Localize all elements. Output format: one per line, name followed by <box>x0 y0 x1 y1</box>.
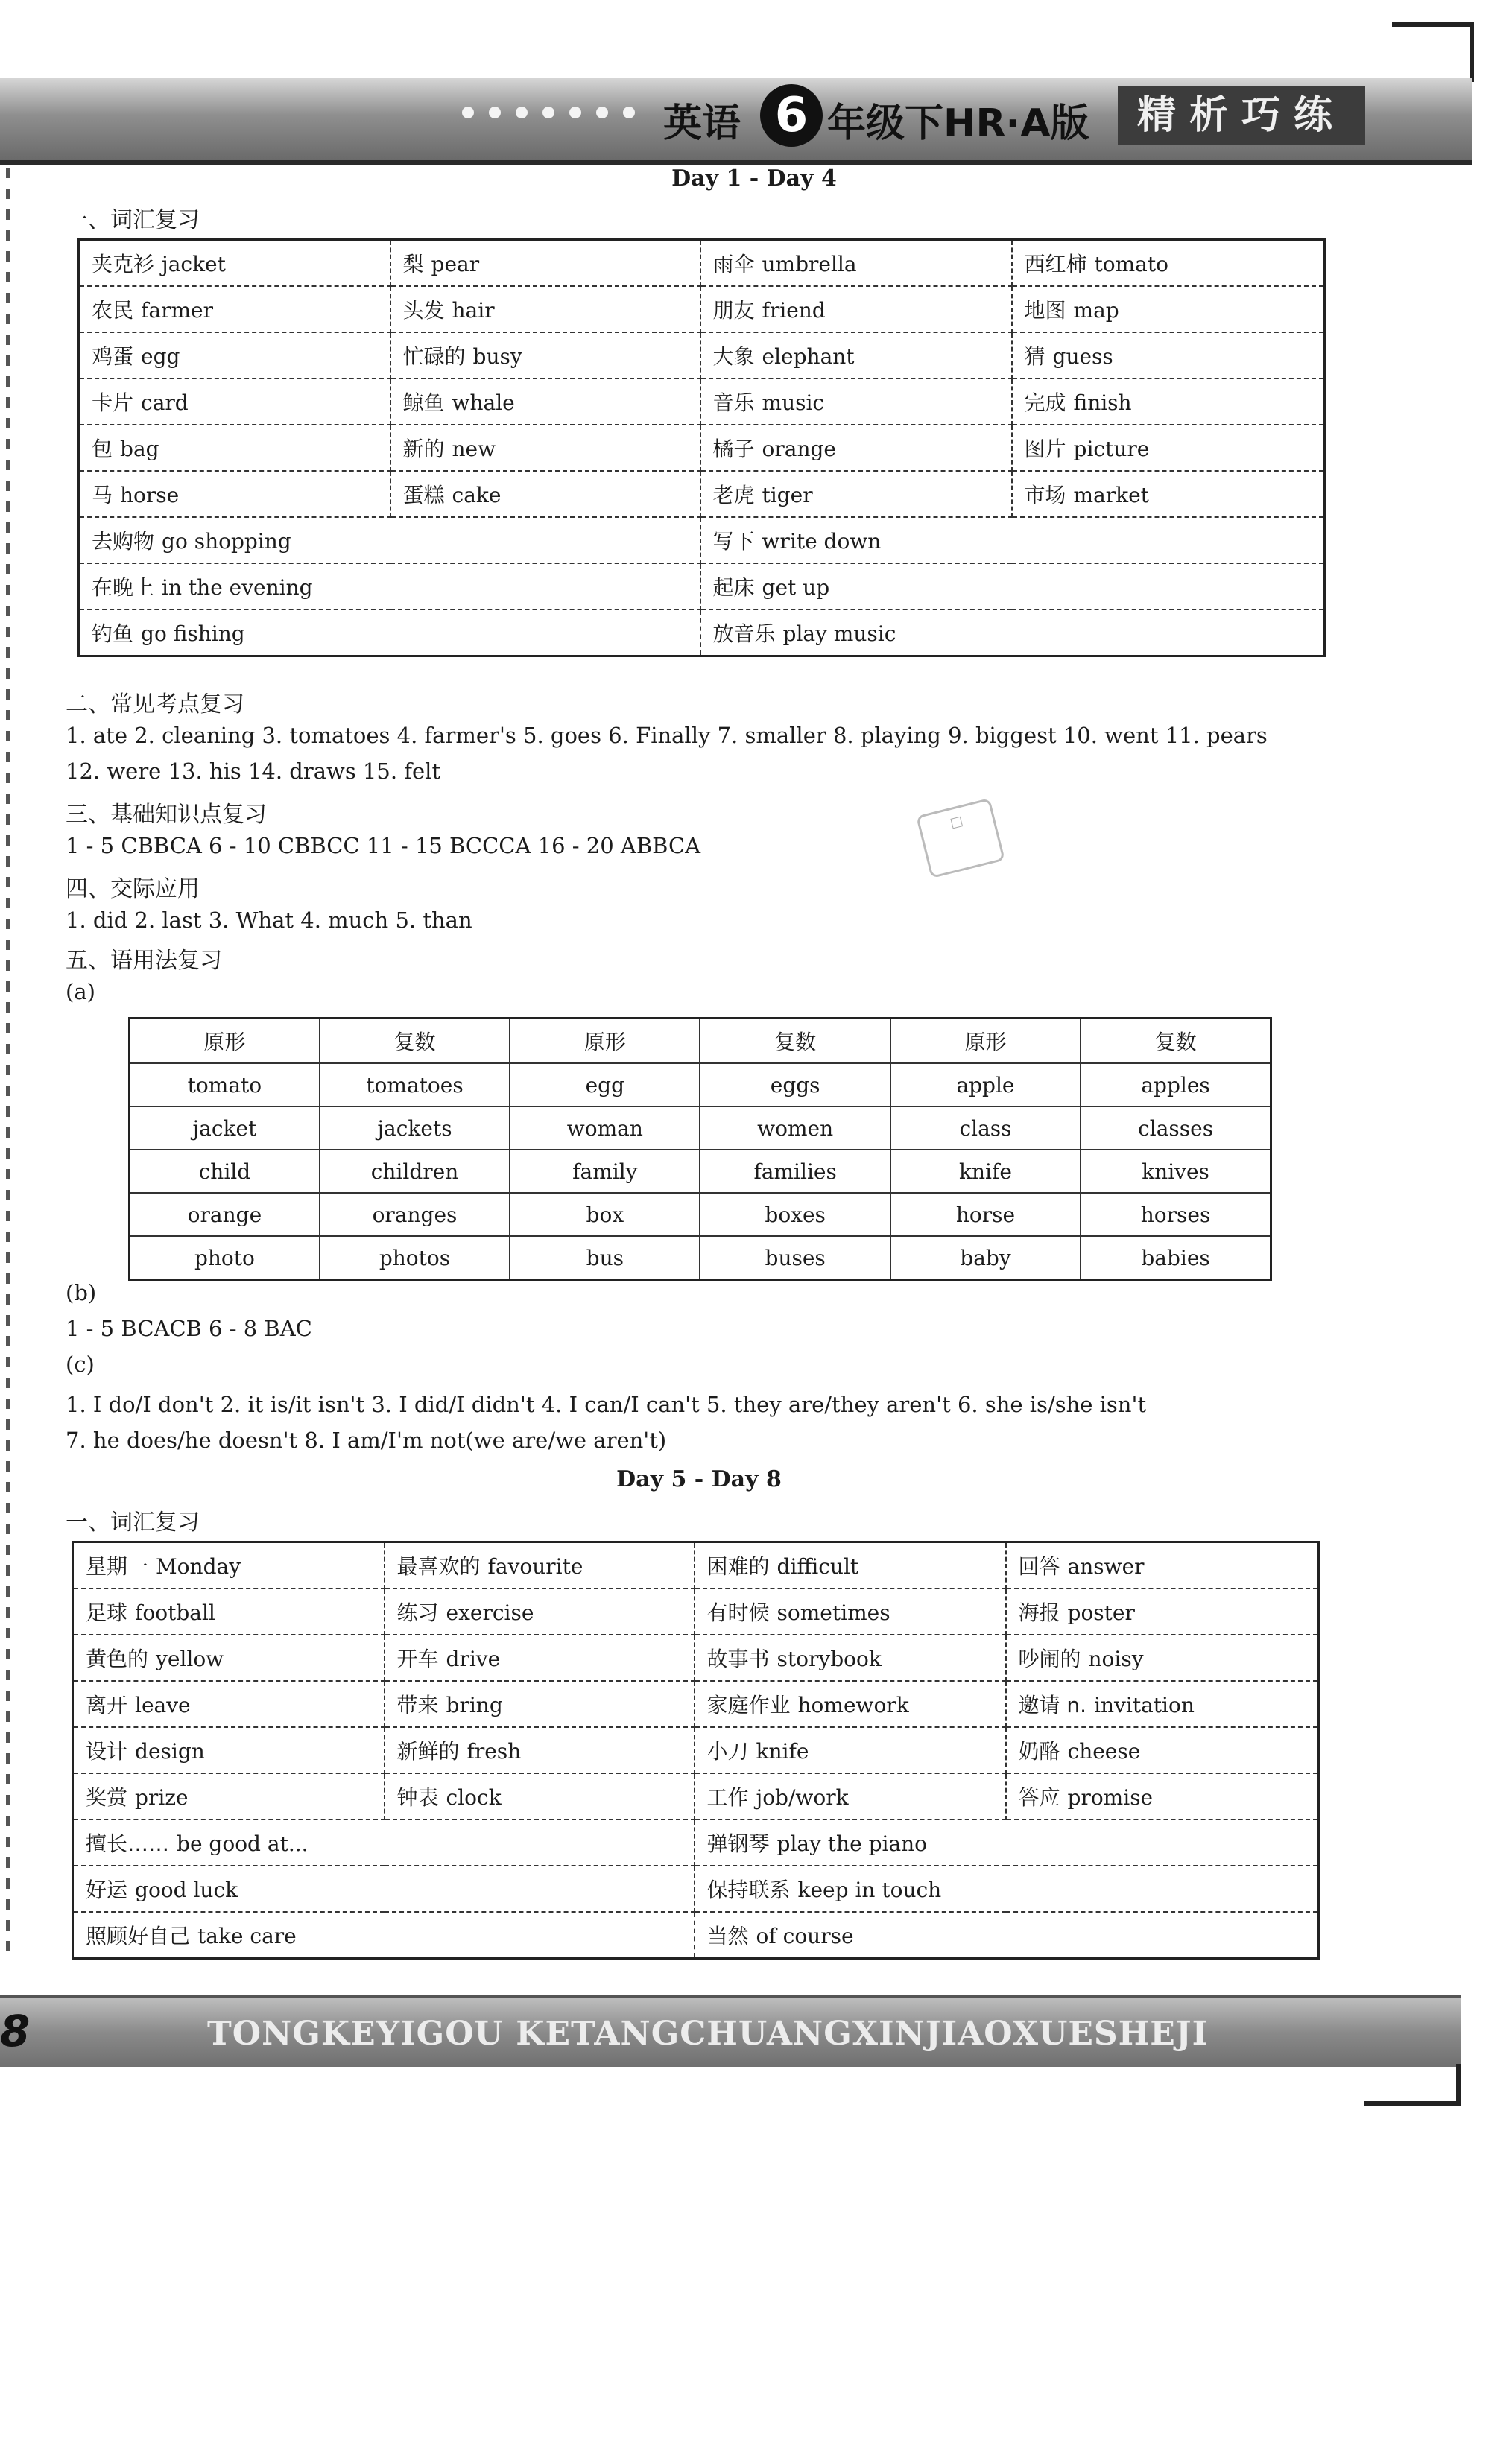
vocab-chinese: 奶酪 <box>1018 1739 1060 1764</box>
day1-vocab-heading: 一、词汇复习 <box>66 207 200 233</box>
vocab-cell <box>700 379 1012 425</box>
vocab-english: play music <box>782 621 896 646</box>
vocab-cell <box>695 1589 1006 1635</box>
day1-sec4-line: 1. did 2. last 3. What 4. much 5. than <box>66 908 472 933</box>
header-dots <box>462 107 635 118</box>
vocab-cell <box>79 471 390 517</box>
vocab-chinese: 卡片 <box>92 390 134 415</box>
vocab-chinese: 橘子 <box>712 437 755 461</box>
vocab-cell <box>1012 425 1325 471</box>
vocab-cell <box>390 425 700 471</box>
plural-table-cell: horses <box>1081 1193 1271 1236</box>
vocab-chinese: 擅长…… <box>86 1831 170 1856</box>
vocab-english: take care <box>197 1924 297 1948</box>
plural-table-cell: tomato <box>130 1063 320 1106</box>
vocab-chinese: 鲸鱼 <box>402 390 445 415</box>
plural-table-cell: boxes <box>700 1193 890 1236</box>
day5-title: Day 5 - Day 8 <box>616 1466 782 1492</box>
vocab-cell <box>1012 379 1325 425</box>
vocab-english: picture <box>1073 437 1150 461</box>
vocab-cell <box>390 471 700 517</box>
vocab-cell <box>695 1866 1319 1912</box>
vocab-chinese: 老虎 <box>712 483 755 507</box>
vocab-chinese: 开车 <box>396 1647 439 1671</box>
faint-stamp-mark: □ <box>916 798 1005 878</box>
plural-table-header-row <box>130 1019 1271 1064</box>
vocab-chinese: 故事书 <box>706 1647 770 1671</box>
day5-vocab-body <box>73 1542 1319 1959</box>
footer-series-text: TONGKEYIGOU KETANGCHUANGXINJIAOXUESHEJI <box>207 2015 1209 2053</box>
vocab-english: of course <box>756 1924 854 1948</box>
corner-mark <box>1364 2101 1461 2106</box>
vocab-chinese: 马 <box>92 483 113 507</box>
plural-table-cell: jackets <box>320 1106 510 1150</box>
header-banner <box>0 78 1472 165</box>
vocab-chinese: 吵闹的 <box>1018 1647 1081 1671</box>
vocab-cell <box>390 332 700 379</box>
vocab-english: card <box>141 390 189 415</box>
day1-sec4-heading: 四、交际应用 <box>66 876 200 902</box>
plural-table-row <box>130 1236 1271 1280</box>
plural-table-cell: jacket <box>130 1106 320 1150</box>
vocab-english: fresh <box>466 1739 522 1764</box>
phrase-row <box>79 563 1325 609</box>
vocab-chinese: 大象 <box>712 344 755 369</box>
vocab-cell <box>390 379 700 425</box>
vocab-chinese: 保持联系 <box>706 1878 791 1902</box>
vocab-chinese: 头发 <box>402 298 445 323</box>
vocab-english: get up <box>762 575 830 600</box>
vocab-english: pear <box>431 252 480 276</box>
vocab-chinese: 蛋糕 <box>402 483 445 507</box>
vocab-cell <box>695 1820 1319 1866</box>
vocab-row <box>73 1589 1319 1635</box>
vocab-chinese: 奖赏 <box>86 1785 128 1810</box>
vocab-cell <box>385 1542 695 1589</box>
vocab-english: job/work <box>756 1785 849 1810</box>
day1-title: Day 1 - Day 4 <box>671 165 837 191</box>
vocab-english: tiger <box>762 483 813 507</box>
plural-table-row <box>130 1193 1271 1236</box>
binding-edge <box>6 168 10 1956</box>
plural-table-cell: bus <box>510 1236 700 1280</box>
plural-table-cell: apple <box>890 1063 1081 1106</box>
vocab-cell <box>73 1820 695 1866</box>
day1-sec2-line1: 1. ate 2. cleaning 3. tomatoes 4. farmer's 5. goes 6. Finally 7. smaller 8. playing 9. biggest 10. went 11. pears <box>66 723 1268 748</box>
vocab-english: exercise <box>446 1600 534 1625</box>
vocab-cell <box>1006 1773 1319 1820</box>
vocab-cell <box>700 563 1325 609</box>
phrase-row <box>79 517 1325 563</box>
vocab-english: egg <box>141 344 180 369</box>
vocab-chinese: 邀请 n. <box>1018 1693 1087 1717</box>
vocab-chinese: 弹钢琴 <box>706 1831 770 1856</box>
vocab-chinese: 起床 <box>712 575 755 600</box>
day1-sec5-heading: 五、语用法复习 <box>66 948 222 974</box>
plural-table-row <box>130 1063 1271 1106</box>
vocab-cell <box>79 609 700 656</box>
corner-mark <box>1470 22 1474 82</box>
plural-table-cell: oranges <box>320 1193 510 1236</box>
plural-table-cell: child <box>130 1150 320 1193</box>
vocab-chinese: 图片 <box>1024 437 1066 461</box>
vocab-chinese: 市场 <box>1024 483 1066 507</box>
vocab-english: leave <box>135 1693 191 1717</box>
vocab-cell <box>79 332 390 379</box>
vocab-english: drive <box>446 1647 501 1671</box>
plural-col-header: 原形 <box>890 1019 1081 1064</box>
vocab-english: Monday <box>156 1554 241 1579</box>
vocab-english: write down <box>762 529 882 554</box>
vocab-chinese: 钟表 <box>396 1785 439 1810</box>
corner-mark <box>1392 22 1474 27</box>
header-book-title: 精析巧练 <box>1118 86 1365 145</box>
phrase-row <box>73 1912 1319 1959</box>
vocab-cell <box>695 1635 1006 1681</box>
vocab-chinese: 有时候 <box>706 1600 770 1625</box>
vocab-english: whale <box>452 390 515 415</box>
vocab-cell <box>1012 471 1325 517</box>
day1-vocab-body <box>79 240 1325 656</box>
vocab-english: tomato <box>1094 252 1168 276</box>
vocab-chinese: 照顾好自己 <box>86 1924 191 1948</box>
vocab-cell <box>1012 332 1325 379</box>
vocab-cell <box>73 1635 385 1681</box>
day1-sec2-heading: 二、常见考点复习 <box>66 691 244 718</box>
vocab-chinese: 放音乐 <box>712 621 776 646</box>
vocab-chinese: 完成 <box>1024 390 1066 415</box>
day1-sec3-line: 1 - 5 CBBCA 6 - 10 CBBCC 11 - 15 BCCCA 16 - 20 ABBCA <box>66 833 701 858</box>
vocab-chinese: 回答 <box>1018 1554 1060 1579</box>
vocab-row <box>79 471 1325 517</box>
vocab-cell <box>385 1681 695 1727</box>
footer-banner <box>0 1995 1461 2067</box>
vocab-english: bag <box>120 437 159 461</box>
plural-table-cell: tomatoes <box>320 1063 510 1106</box>
vocab-chinese: 雨伞 <box>712 252 755 276</box>
vocab-english: keep in touch <box>797 1878 942 1902</box>
vocab-english: invitation <box>1094 1693 1195 1717</box>
day1-part-c-line1: 1. I do/I don't 2. it is/it isn't 3. I did/I didn't 4. I can/I can't 5. they are/they aren't 6. she is/she isn't <box>66 1392 1147 1417</box>
vocab-english: friend <box>762 298 826 323</box>
plural-table-cell: photo <box>130 1236 320 1280</box>
vocab-english: go fishing <box>141 621 245 646</box>
vocab-cell <box>695 1681 1006 1727</box>
vocab-chinese: 写下 <box>712 529 755 554</box>
vocab-cell <box>79 425 390 471</box>
vocab-chinese: 答应 <box>1018 1785 1060 1810</box>
vocab-cell <box>73 1681 385 1727</box>
vocab-chinese: 地图 <box>1024 298 1066 323</box>
vocab-row <box>79 286 1325 332</box>
vocab-cell <box>1006 1542 1319 1589</box>
vocab-cell <box>390 286 700 332</box>
plural-table-cell: eggs <box>700 1063 890 1106</box>
vocab-english: cheese <box>1067 1739 1141 1764</box>
plural-table-cell: baby <box>890 1236 1081 1280</box>
day1-vocab-table <box>77 238 1326 657</box>
plural-col-header: 复数 <box>700 1019 890 1064</box>
header-grade-number: 6 <box>760 84 823 147</box>
vocab-cell <box>385 1635 695 1681</box>
plural-table-cell: classes <box>1081 1106 1271 1150</box>
vocab-cell <box>1012 240 1325 287</box>
header-subject: 英语 <box>663 101 741 146</box>
vocab-english: guess <box>1052 344 1113 369</box>
vocab-cell <box>1012 286 1325 332</box>
plural-table-cell: knife <box>890 1150 1081 1193</box>
vocab-cell <box>695 1542 1006 1589</box>
vocab-cell <box>73 1866 695 1912</box>
vocab-cell <box>695 1773 1006 1820</box>
plural-col-header: 原形 <box>130 1019 320 1064</box>
vocab-english: be good at... <box>177 1831 309 1856</box>
vocab-english: poster <box>1067 1600 1135 1625</box>
vocab-english: knife <box>756 1739 809 1764</box>
vocab-english: favourite <box>487 1554 583 1579</box>
vocab-cell <box>700 286 1012 332</box>
vocab-cell <box>700 609 1325 656</box>
vocab-english: music <box>762 390 825 415</box>
plural-col-header: 复数 <box>1081 1019 1271 1064</box>
vocab-cell <box>700 471 1012 517</box>
vocab-cell <box>79 379 390 425</box>
plural-table-cell: class <box>890 1106 1081 1150</box>
vocab-english: busy <box>472 344 522 369</box>
vocab-chinese: 小刀 <box>706 1739 749 1764</box>
vocab-chinese: 在晚上 <box>92 575 155 600</box>
vocab-cell <box>1006 1727 1319 1773</box>
vocab-english: difficult <box>776 1554 859 1579</box>
vocab-english: storybook <box>776 1647 882 1671</box>
vocab-english: jacket <box>162 252 226 276</box>
vocab-english: umbrella <box>762 252 857 276</box>
vocab-english: football <box>135 1600 215 1625</box>
vocab-chinese: 包 <box>92 437 113 461</box>
day1-sec3-heading: 三、基础知识点复习 <box>66 802 267 828</box>
header-edition: 年级下HR·A版 <box>827 101 1089 146</box>
vocab-english: yellow <box>156 1647 224 1671</box>
plural-table-cell: woman <box>510 1106 700 1150</box>
vocab-chinese: 忙碌的 <box>402 344 466 369</box>
plural-table-row <box>130 1150 1271 1193</box>
vocab-chinese: 鸡蛋 <box>92 344 134 369</box>
vocab-chinese: 钓鱼 <box>92 621 134 646</box>
vocab-english: hair <box>452 298 495 323</box>
vocab-chinese: 当然 <box>706 1924 749 1948</box>
vocab-cell <box>79 286 390 332</box>
vocab-english: clock <box>446 1785 502 1810</box>
plural-forms-table <box>128 1017 1272 1281</box>
vocab-cell <box>695 1727 1006 1773</box>
vocab-cell <box>385 1589 695 1635</box>
vocab-cell <box>73 1912 695 1959</box>
vocab-english: map <box>1073 298 1119 323</box>
vocab-english: go shopping <box>162 529 291 554</box>
vocab-cell <box>73 1773 385 1820</box>
vocab-chinese: 新鲜的 <box>396 1739 460 1764</box>
vocab-english: market <box>1073 483 1149 507</box>
vocab-chinese: 带来 <box>396 1693 439 1717</box>
vocab-cell <box>79 517 700 563</box>
vocab-english: new <box>452 437 496 461</box>
vocab-chinese: 黄色的 <box>86 1647 149 1671</box>
plural-table-cell: babies <box>1081 1236 1271 1280</box>
plural-col-header: 复数 <box>320 1019 510 1064</box>
vocab-row <box>73 1773 1319 1820</box>
vocab-chinese: 练习 <box>396 1600 439 1625</box>
vocab-row <box>79 425 1325 471</box>
plural-table-cell: families <box>700 1150 890 1193</box>
vocab-chinese: 新的 <box>402 437 445 461</box>
vocab-chinese: 好运 <box>86 1878 128 1902</box>
vocab-english: homework <box>797 1693 909 1717</box>
vocab-cell <box>385 1727 695 1773</box>
plural-table-cell: box <box>510 1193 700 1236</box>
vocab-row <box>79 379 1325 425</box>
vocab-cell <box>79 240 390 287</box>
vocab-chinese: 家庭作业 <box>706 1693 791 1717</box>
plural-table-cell: horse <box>890 1193 1081 1236</box>
vocab-english: finish <box>1073 390 1132 415</box>
vocab-chinese: 海报 <box>1018 1600 1060 1625</box>
vocab-chinese: 去购物 <box>92 529 155 554</box>
vocab-cell <box>79 563 700 609</box>
phrase-row <box>73 1820 1319 1866</box>
vocab-row <box>73 1681 1319 1727</box>
vocab-row <box>73 1542 1319 1589</box>
vocab-chinese: 农民 <box>92 298 134 323</box>
vocab-english: noisy <box>1088 1647 1144 1671</box>
plural-table-cell: orange <box>130 1193 320 1236</box>
vocab-english: promise <box>1067 1785 1154 1810</box>
vocab-cell <box>700 240 1012 287</box>
plural-table-cell: family <box>510 1150 700 1193</box>
vocab-english: prize <box>135 1785 189 1810</box>
vocab-cell <box>73 1542 385 1589</box>
vocab-row <box>79 332 1325 379</box>
phrase-row <box>73 1866 1319 1912</box>
plural-table-cell: knives <box>1081 1150 1271 1193</box>
corner-mark <box>1456 2064 1461 2106</box>
vocab-chinese: 夹克衫 <box>92 252 155 276</box>
vocab-row <box>73 1727 1319 1773</box>
page-number: 8 <box>0 2006 31 2056</box>
plural-table-cell: apples <box>1081 1063 1271 1106</box>
vocab-row <box>73 1635 1319 1681</box>
vocab-cell <box>1006 1589 1319 1635</box>
vocab-english: bring <box>446 1693 503 1717</box>
vocab-english: orange <box>762 437 836 461</box>
vocab-cell <box>695 1912 1319 1959</box>
plural-table-cell: women <box>700 1106 890 1150</box>
vocab-chinese: 朋友 <box>712 298 755 323</box>
plural-table-cell: photos <box>320 1236 510 1280</box>
vocab-chinese: 工作 <box>706 1785 749 1810</box>
vocab-chinese: 困难的 <box>706 1554 770 1579</box>
vocab-cell <box>700 332 1012 379</box>
vocab-cell <box>73 1589 385 1635</box>
vocab-chinese: 离开 <box>86 1693 128 1717</box>
vocab-chinese: 最喜欢的 <box>396 1554 481 1579</box>
vocab-chinese: 音乐 <box>712 390 755 415</box>
vocab-english: horse <box>120 483 180 507</box>
day1-part-b-line: 1 - 5 BCACB 6 - 8 BAC <box>66 1316 312 1341</box>
phrase-row <box>79 609 1325 656</box>
vocab-cell <box>1006 1635 1319 1681</box>
vocab-english: play the piano <box>776 1831 928 1856</box>
vocab-english: in the evening <box>162 575 313 600</box>
vocab-cell <box>700 517 1325 563</box>
vocab-english: answer <box>1067 1554 1145 1579</box>
plural-table-body <box>130 1063 1271 1280</box>
plural-table-cell: egg <box>510 1063 700 1106</box>
day5-vocab-heading: 一、词汇复习 <box>66 1510 200 1536</box>
vocab-cell <box>385 1773 695 1820</box>
vocab-english: cake <box>452 483 502 507</box>
vocab-chinese: 足球 <box>86 1600 128 1625</box>
vocab-english: sometimes <box>776 1600 890 1625</box>
vocab-english: good luck <box>135 1878 238 1902</box>
vocab-cell <box>1006 1681 1319 1727</box>
plural-table-row <box>130 1106 1271 1150</box>
vocab-chinese: 设计 <box>86 1739 128 1764</box>
vocab-cell <box>700 425 1012 471</box>
day1-part-c-line2: 7. he does/he doesn't 8. I am/I'm not(we are/we aren't) <box>66 1428 667 1453</box>
vocab-english: elephant <box>762 344 855 369</box>
day1-part-c-label: (c) <box>66 1352 95 1377</box>
plural-col-header: 原形 <box>510 1019 700 1064</box>
vocab-english: design <box>135 1739 205 1764</box>
day1-part-b-label: (b) <box>66 1280 97 1305</box>
vocab-chinese: 梨 <box>402 252 424 276</box>
plural-table-cell: buses <box>700 1236 890 1280</box>
day1-part-a-label: (a) <box>66 979 95 1004</box>
day5-vocab-table <box>72 1541 1320 1960</box>
vocab-cell <box>390 240 700 287</box>
vocab-cell <box>73 1727 385 1773</box>
vocab-row <box>79 240 1325 287</box>
vocab-english: farmer <box>141 298 213 323</box>
day1-sec2-line2: 12. were 13. his 14. draws 15. felt <box>66 758 441 784</box>
vocab-chinese: 星期一 <box>86 1554 149 1579</box>
plural-table-cell: children <box>320 1150 510 1193</box>
vocab-chinese: 西红柿 <box>1024 252 1087 276</box>
vocab-chinese: 猜 <box>1024 344 1045 369</box>
